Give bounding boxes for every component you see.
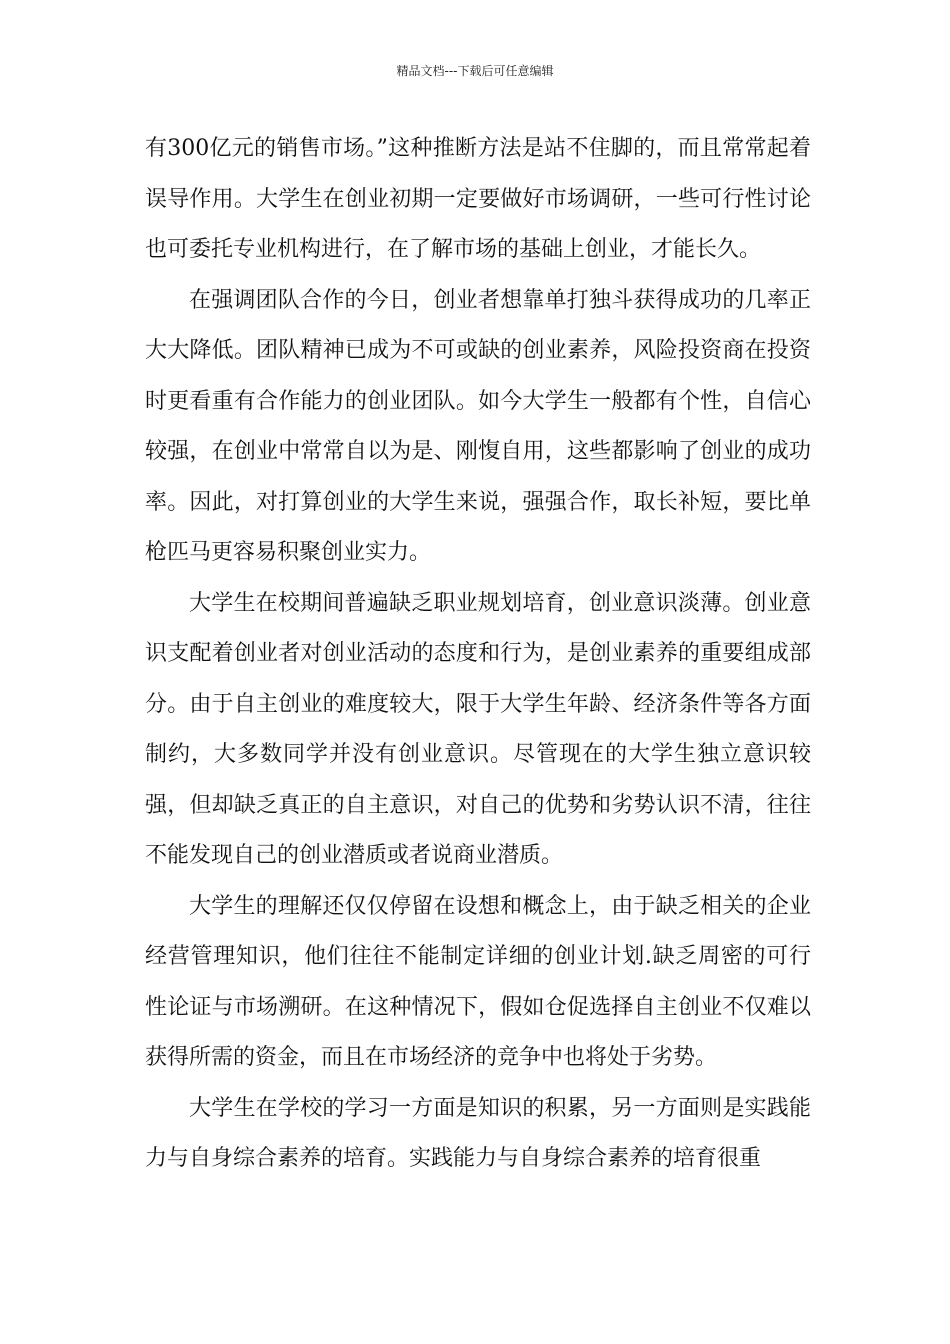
paragraph-3: 大学生在校期间普遍缺乏职业规划培育，创业意识淡薄。创业意识支配着创业者对创业活动的态度和行为，是创业素养的重要组成部分。由于自主创业的难度较大，限于大学生年龄、经济条件等各方面制约，大多数同学并没有创业意识。尽管现在的大学生独立意识较强，但却缺乏真正的自主意识，对自己的优势和劣势认识不清，往往不能发现自己的创业潜质或者说商业潜质。 — [145, 590, 811, 868]
header-text: 精品文档---下载后可任意编辑 — [396, 64, 554, 78]
paragraph-2: 在强调团队合作的今日，创业者想靠单打独斗获得成功的几率正大大降低。团队精神已成为不可或缺的创业素养，风险投资商在投资时更看重有合作能力的创业团队。如今大学生一般都有个性，自信心较强，在创业中常常自以为是、刚愎自用，这些都影响了创业的成功率。因此，对打算创业的大学生来说，强强合作，取长补短，要比单枪匹马更容易积聚创业实力。 — [145, 287, 811, 565]
page-header — [0, 63, 950, 79]
paragraph-4: 大学生的理解还仅仅停留在设想和概念上，由于缺乏相关的企业经营管理知识，他们往往不能制定详细的创业计划.缺乏周密的可行性论证与市场溯研。在这种情况下，假如仓促选择自主创业不仅难以获得所需的资金，而且在市场经济的竞争中也将处于劣势。 — [145, 893, 811, 1070]
document-body — [145, 124, 811, 1185]
paragraph-1: 有300亿元的销售市场。”这种推断方法是站不住脚的，而且常常起着误导作用。大学生在创业初期一定要做好市场调研，一些可行性讨论也可委托专业机构进行，在了解市场的基础上创业，才能长久。 — [145, 136, 811, 262]
paragraph-5: 大学生在学校的学习一方面是知识的积累，另一方面则是实践能力与自身综合素养的培育。实践能力与自身综合素养的培育很重 — [145, 1095, 811, 1171]
